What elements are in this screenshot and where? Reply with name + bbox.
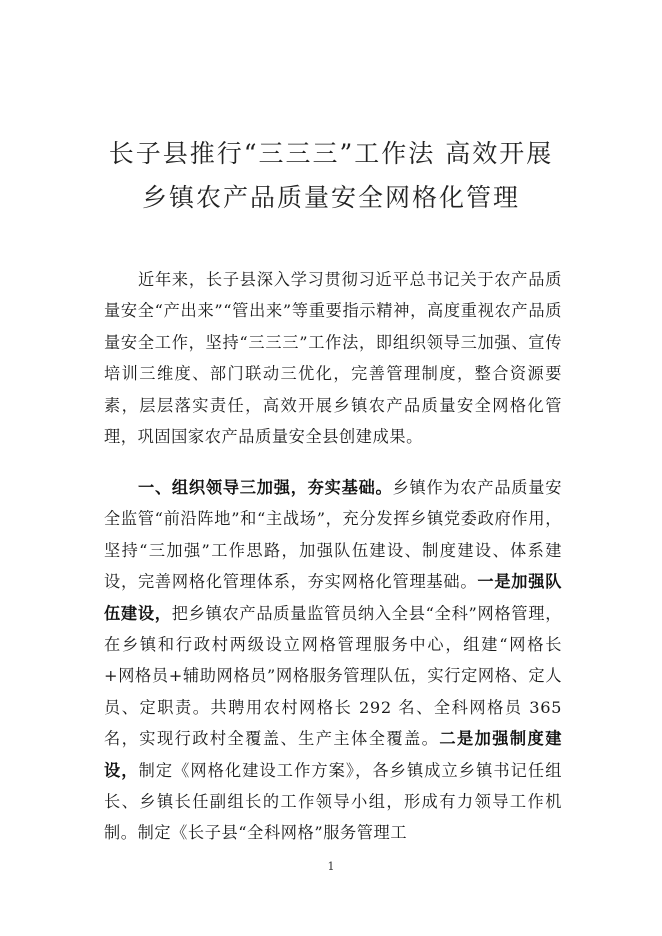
title-line-1: 长子县推行“三三三”工作法 高效开展 [108,139,554,168]
section-heading: 一、组织领导三加强，夯实基础。 [138,478,393,497]
section-intro: 乡镇作为农产品质量安全监管“前沿阵地”和“主战场”，充分发挥乡镇党委政府作用，坚持“三加强”工作思路，加强队伍建设、制度建设、体系建设，完善网格化管理体系，夯实网格化管理基础。 [104,478,563,592]
point-1-heading: 一是加强队伍建设， [104,572,563,623]
paragraph-intro: 近年来，长子县深入学习贯彻习近平总书记关于农产品质量安全“产出来”“管出来”等重要指示精神，高度重视农产品质量安全工作，坚持“三三三”工作法，即组织领导三加强、宣传培训三维度、部门联动三优化，完善管理制度，整合资源要素，层层落实责任，高效开展乡镇农产品质量安全网格化管理，巩固国家农产品质量安全县创建成果。 [104,270,562,447]
page-number: 1 [327,860,335,873]
point-1-text: 把乡镇农产品质量监管员纳入全县“全科”网格管理，在乡镇和行政村两级设立网格管理服务中心，组建“网格长+网格员+辅助网格员”网格服务管理队伍，实行定网格、定人员、定职责。共聘用农村网格长 292 名、全科网格员 365 名，实现行政村全覆盖、生产主体全覆盖。 [104,603,563,749]
title-line-2: 乡镇农产品质量安全网格化管理 [141,183,520,212]
point-2-heading: 二是加强制度建设， [104,729,562,780]
point-2-text: 制定《网格化建设工作方案》，各乡镇成立乡镇书记任组长、乡镇长任副组长的工作领导小组，形成有力领导工作机制。制定《长子县“全科网格”服务管理工 [104,760,562,843]
paragraph-section-1 [104,472,562,849]
